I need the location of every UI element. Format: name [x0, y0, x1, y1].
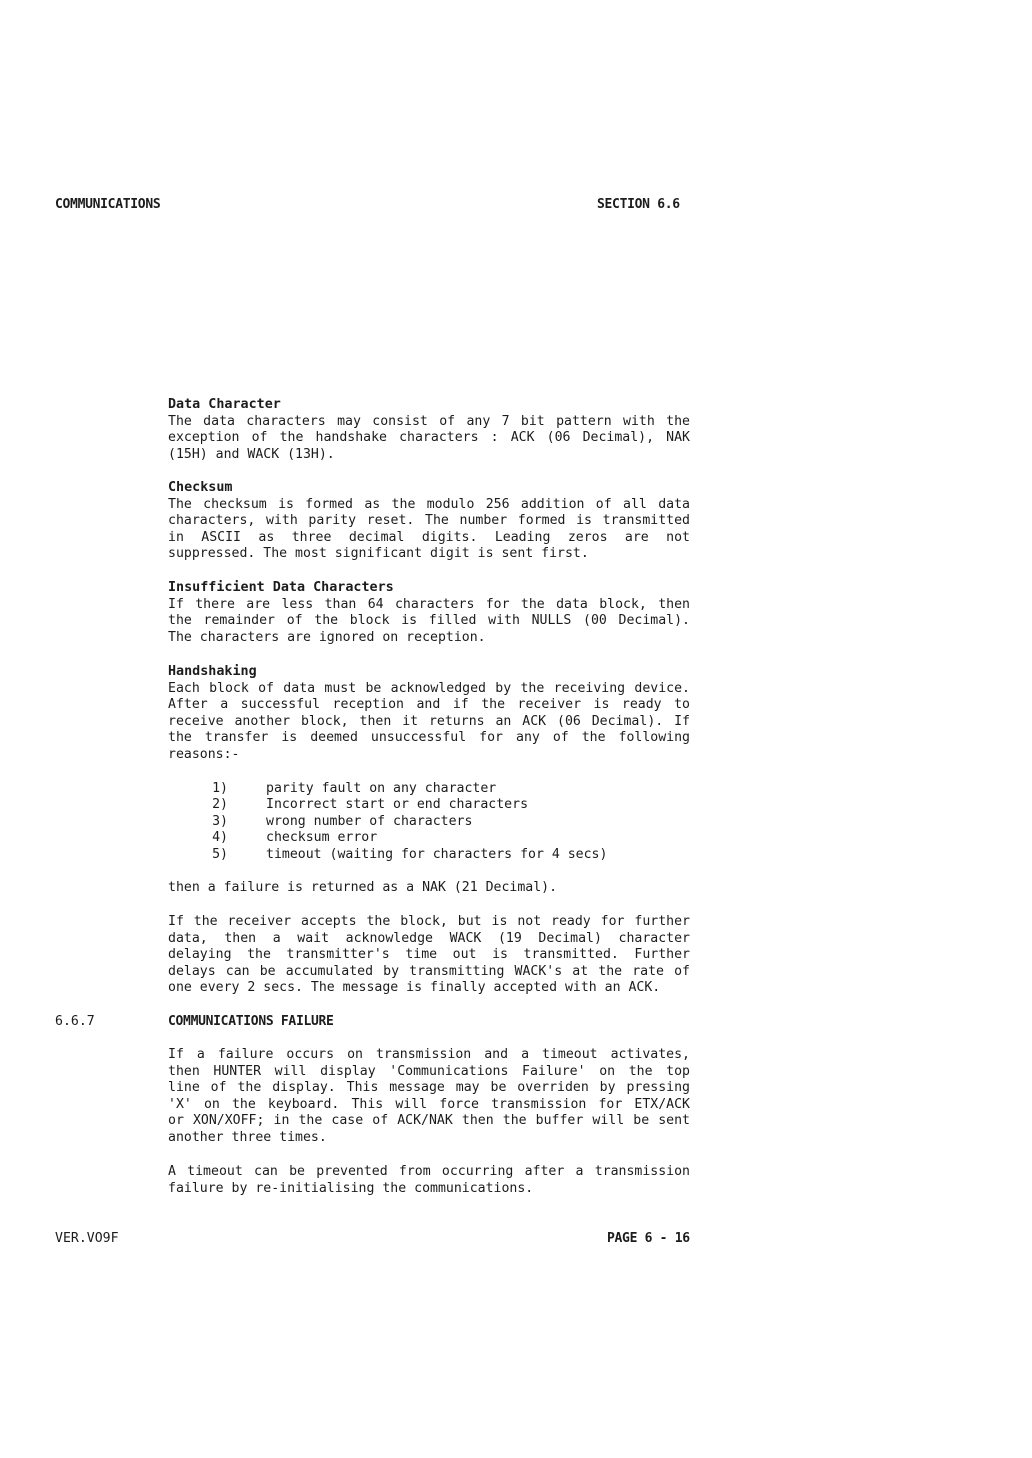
- list-number: 2): [212, 797, 228, 812]
- header-title: COMMUNICATIONS: [55, 197, 161, 212]
- list-text: timeout (waiting for characters for 4 secs): [266, 847, 608, 862]
- section-number: 6.6.7: [55, 1014, 95, 1029]
- paragraph-line: suppressed. The most significant digit is sent first.: [168, 546, 589, 562]
- paragraph-line: failure by re-initialising the communications.: [168, 1180, 534, 1196]
- header-section: SECTION 6.6: [597, 197, 680, 212]
- list-number: 3): [212, 814, 228, 829]
- list-text: Incorrect start or end characters: [266, 797, 529, 812]
- paragraph-line: If there are less than 64 characters for the data block, then: [168, 596, 690, 612]
- handshaking-section: [168, 664, 690, 764]
- comm-failure-paragraph-2: [168, 1164, 690, 1197]
- list-text: checksum error: [266, 830, 378, 845]
- paragraph-line: (15H) and WACK (13H).: [168, 446, 335, 462]
- failure-returned-line: then a failure is returned as a NAK (21 Decimal).: [168, 880, 558, 895]
- paragraph-line: receive another block, then it returns an ACK (06 Decimal). If: [168, 713, 690, 729]
- checksum-section: [168, 480, 690, 563]
- paragraph-line: then HUNTER will display 'Communications Failure' on the top: [168, 1063, 690, 1079]
- footer-version: VER.VO9F: [55, 1231, 119, 1246]
- footer-page-number: PAGE 6 - 16: [607, 1231, 690, 1246]
- paragraph-line: in ASCII as three decimal digits. Leading zeros are not: [168, 529, 690, 545]
- paragraph-line: exception of the handshake characters : ACK (06 Decimal), NAK: [168, 430, 690, 446]
- paragraph-line: characters, with parity reset. The number formed is transmitted: [168, 513, 690, 529]
- insufficient-section: [168, 580, 690, 646]
- comm-failure-title: COMMUNICATIONS FAILURE: [168, 1014, 334, 1029]
- paragraph-line: If a failure occurs on transmission and a timeout activates,: [168, 1047, 690, 1062]
- paragraph-line: delays can be accumulated by transmitting WACK's at the rate of: [168, 963, 690, 979]
- comm-failure-paragraph-1: [168, 1047, 690, 1147]
- paragraph-line: The checksum is formed as the modulo 256 addition of all data: [168, 496, 690, 512]
- data-character-section: [168, 397, 690, 463]
- list-text: wrong number of characters: [266, 814, 473, 829]
- paragraph-line: the remainder of the block is filled with NULLS (00 Decimal).: [168, 613, 690, 629]
- receiver-paragraph: [168, 914, 690, 997]
- paragraph-line: data, then a wait acknowledge WACK (19 Decimal) character: [168, 930, 690, 946]
- paragraph-line: After a successful reception and if the receiver is ready to: [168, 697, 690, 713]
- paragraph-line: or XON/XOFF; in the case of ACK/NAK then the buffer will be sent: [168, 1113, 690, 1129]
- handshaking-title: Handshaking: [168, 664, 257, 679]
- data-character-title: Data Character: [168, 397, 281, 412]
- paragraph-line: The characters are ignored on reception.: [168, 629, 486, 645]
- list-number: 5): [212, 847, 228, 862]
- list-number: 1): [212, 781, 228, 796]
- paragraph-line: line of the display. This message may be overriden by pressing: [168, 1080, 690, 1096]
- paragraph-line: the transfer is deemed unsuccessful for any of the following: [168, 730, 690, 746]
- paragraph-line: 'X' on the keyboard. This will force transmission for ETX/ACK: [168, 1096, 690, 1112]
- paragraph-line: If the receiver accepts the block, but is not ready for further: [168, 914, 690, 929]
- paragraph-line: delaying the transmitter's time out is transmitted. Further: [168, 947, 690, 963]
- paragraph-line: one every 2 secs. The message is finally accepted with an ACK.: [168, 980, 661, 996]
- list-text: parity fault on any character: [266, 781, 497, 796]
- paragraph-line: another three times.: [168, 1129, 327, 1145]
- paragraph-line: The data characters may consist of any 7 bit pattern with the: [168, 413, 690, 429]
- checksum-title: Checksum: [168, 480, 233, 495]
- paragraph-line: Each block of data must be acknowledged by the receiving device.: [168, 680, 690, 696]
- insufficient-title: Insufficient Data Characters: [168, 580, 394, 595]
- paragraph-line: reasons:-: [168, 746, 240, 762]
- paragraph-line: A timeout can be prevented from occurring after a transmission: [168, 1164, 690, 1179]
- list-number: 4): [212, 830, 228, 845]
